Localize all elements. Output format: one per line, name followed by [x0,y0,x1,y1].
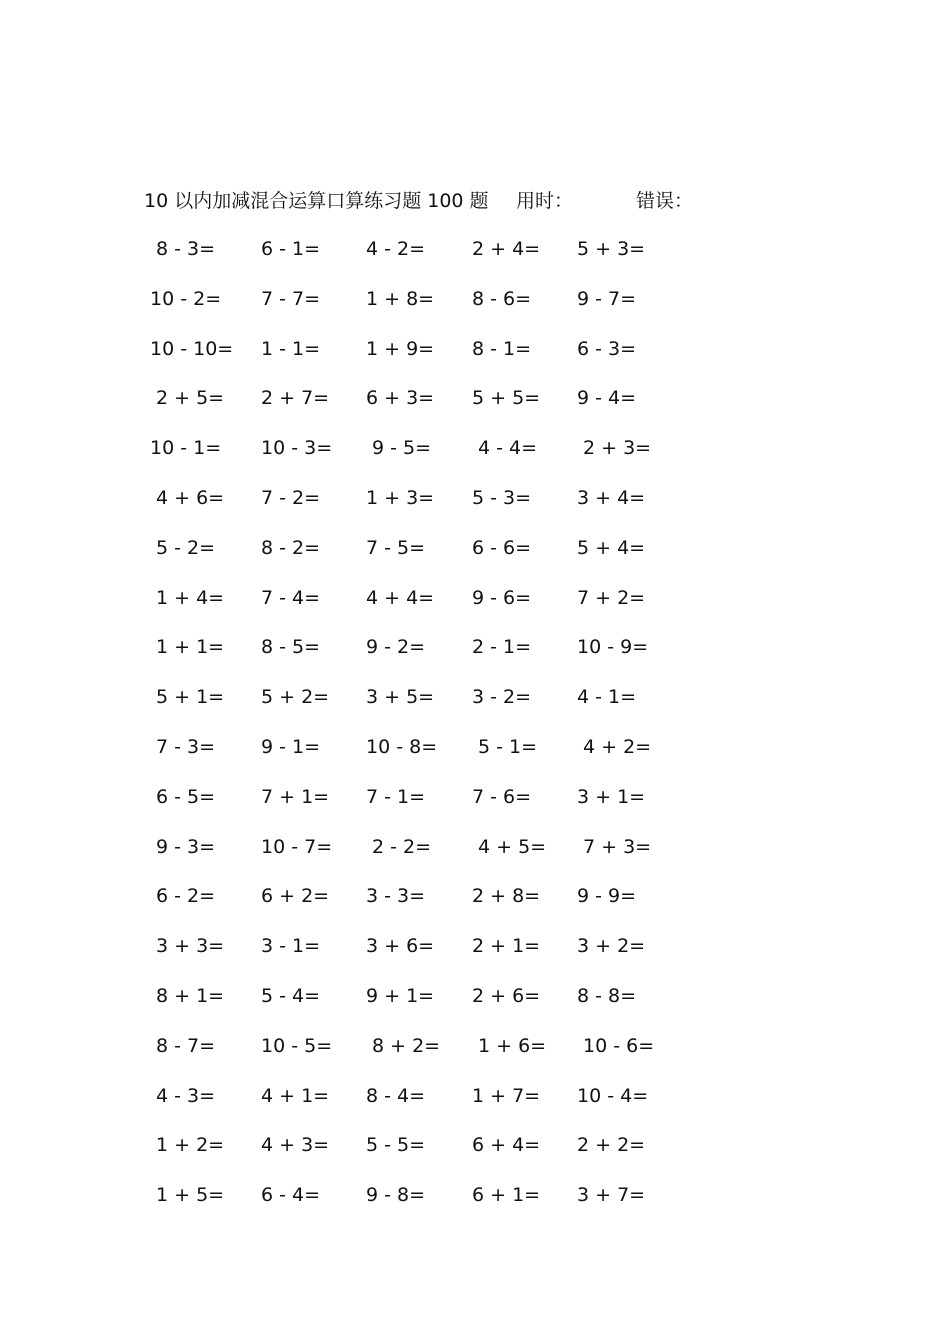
problem-row [0,930,950,980]
problem-item: 5 - 5= [366,1134,426,1157]
problem-item: 3 + 1= [577,785,646,808]
problem-row [0,1129,950,1179]
problem-item: 5 - 4= [261,984,321,1007]
problem-item: 4 + 6= [156,486,225,509]
problem-row [0,233,950,283]
problem-item: 6 - 5= [156,785,216,808]
problem-item: 3 - 1= [261,935,321,958]
problem-item: 1 + 2= [156,1134,225,1157]
problem-item: 8 - 7= [156,1034,216,1057]
problem-item: 8 + 2= [372,1034,441,1057]
problem-item: 5 + 4= [577,536,646,559]
problem-item: 3 + 4= [577,486,646,509]
problem-row [0,781,950,831]
problem-item: 4 + 4= [366,586,435,609]
problem-item: 8 - 1= [472,337,532,360]
problem-item: 7 - 4= [261,586,321,609]
problem-row [0,333,950,383]
problem-item: 8 - 5= [261,636,321,659]
problem-item: 3 + 3= [156,935,225,958]
problem-item: 9 - 1= [261,735,321,758]
problem-item: 1 + 3= [366,486,435,509]
time-label: 用时： [516,190,574,212]
problem-item: 6 + 4= [472,1134,541,1157]
problem-item: 2 + 7= [261,387,330,410]
problem-item: 5 - 3= [472,486,532,509]
problem-item: 6 - 4= [261,1184,321,1207]
problem-item: 7 - 6= [472,785,532,808]
problem-item: 4 - 4= [478,437,538,460]
problem-row [0,482,950,532]
problem-item: 2 - 1= [472,636,532,659]
problem-item: 2 + 8= [472,885,541,908]
problem-item: 10 - 1= [150,437,222,460]
problem-row [0,382,950,432]
problem-item: 2 - 2= [372,835,432,858]
problem-item: 5 - 2= [156,536,216,559]
problem-item: 3 + 6= [366,935,435,958]
problem-item: 1 + 8= [366,287,435,310]
problem-item: 10 - 6= [583,1034,655,1057]
problem-item: 8 - 6= [472,287,532,310]
problem-row [0,731,950,781]
problem-item: 9 - 4= [577,387,637,410]
error-label: 错误： [636,190,694,212]
problem-row [0,532,950,582]
problem-item: 8 - 8= [577,984,637,1007]
problem-row [0,1179,950,1229]
problem-row [0,582,950,632]
problem-item: 9 - 8= [366,1184,426,1207]
problem-item: 7 - 2= [261,486,321,509]
problem-item: 10 - 4= [577,1084,649,1107]
problem-row [0,432,950,482]
problem-item: 1 + 9= [366,337,435,360]
problem-item: 7 - 5= [366,536,426,559]
problem-row [0,880,950,930]
problem-row [0,631,950,681]
worksheet-header [144,186,844,216]
problem-item: 5 + 1= [156,686,225,709]
problem-item: 9 + 1= [366,984,435,1007]
problem-item: 4 + 2= [583,735,652,758]
problem-item: 3 - 2= [472,686,532,709]
problem-item: 5 + 3= [577,238,646,260]
problem-row [0,980,950,1030]
problem-grid [0,233,950,1229]
problem-item: 10 - 5= [261,1034,333,1057]
problem-item: 10 - 7= [261,835,333,858]
problem-item: 7 - 1= [366,785,426,808]
problem-item: 6 + 2= [261,885,330,908]
problem-item: 2 + 4= [472,238,541,260]
problem-row [0,283,950,333]
problem-item: 4 + 3= [261,1134,330,1157]
problem-item: 3 + 2= [577,935,646,958]
problem-item: 6 + 1= [472,1184,541,1207]
problem-item: 6 - 3= [577,337,637,360]
problem-item: 5 + 2= [261,686,330,709]
problem-item: 1 + 6= [478,1034,547,1057]
problem-item: 7 + 2= [577,586,646,609]
problem-item: 3 - 3= [366,885,426,908]
problem-item: 1 - 1= [261,337,321,360]
worksheet-title: 10 以内加减混合运算口算练习题 100 题 [144,190,489,212]
problem-item: 6 + 3= [366,387,435,410]
problem-item: 9 - 2= [366,636,426,659]
problem-item: 4 + 1= [261,1084,330,1107]
problem-item: 6 - 2= [156,885,216,908]
problem-item: 2 + 2= [577,1134,646,1157]
problem-item: 5 - 1= [478,735,538,758]
problem-item: 10 - 3= [261,437,333,460]
problem-item: 8 - 2= [261,536,321,559]
problem-item: 10 - 2= [150,287,222,310]
problem-item: 4 + 5= [478,835,547,858]
problem-item: 8 - 4= [366,1084,426,1107]
problem-item: 8 + 1= [156,984,225,1007]
problem-item: 7 - 3= [156,735,216,758]
problem-item: 9 - 9= [577,885,637,908]
problem-item: 1 + 4= [156,586,225,609]
problem-item: 1 + 7= [472,1084,541,1107]
problem-item: 6 - 1= [261,238,321,260]
problem-item: 10 - 8= [366,735,438,758]
problem-item: 6 - 6= [472,536,532,559]
problem-item: 2 + 3= [583,437,652,460]
problem-item: 3 + 7= [577,1184,646,1207]
problem-item: 10 - 9= [577,636,649,659]
problem-row [0,1030,950,1080]
problem-item: 9 - 6= [472,586,532,609]
problem-item: 4 - 3= [156,1084,216,1107]
problem-row [0,1080,950,1130]
problem-item: 2 + 5= [156,387,225,410]
problem-item: 9 - 5= [372,437,432,460]
problem-item: 7 + 3= [583,835,652,858]
problem-item: 1 + 5= [156,1184,225,1207]
problem-item: 4 - 2= [366,238,426,260]
problem-item: 8 - 3= [156,238,216,260]
problem-item: 2 + 6= [472,984,541,1007]
problem-item: 3 + 5= [366,686,435,709]
problem-item: 10 - 10= [150,337,234,360]
problem-item: 1 + 1= [156,636,225,659]
problem-item: 9 - 3= [156,835,216,858]
problem-item: 4 - 1= [577,686,637,709]
problem-row [0,681,950,731]
problem-item: 2 + 1= [472,935,541,958]
problem-item: 9 - 7= [577,287,637,310]
problem-item: 7 - 7= [261,287,321,310]
problem-item: 5 + 5= [472,387,541,410]
problem-item: 7 + 1= [261,785,330,808]
problem-row [0,831,950,881]
